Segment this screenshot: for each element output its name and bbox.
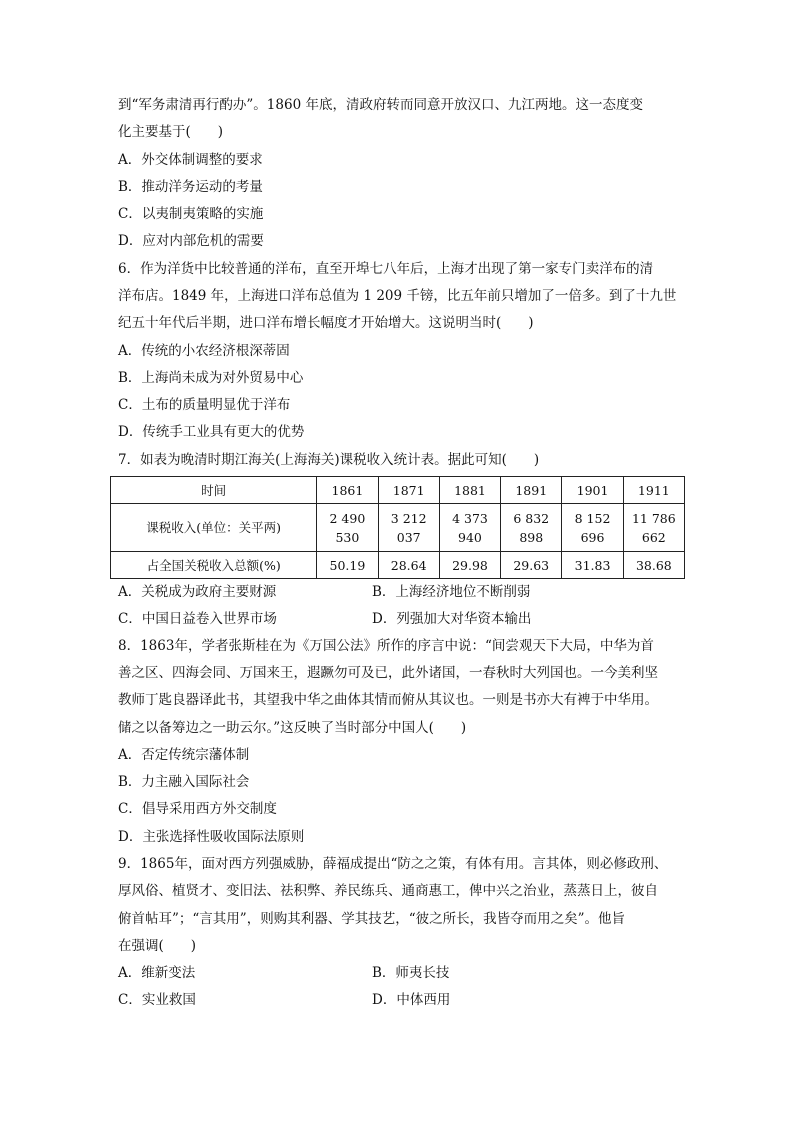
- q6-option-a: A．传统的小农经济根深蒂固: [118, 343, 290, 359]
- q5-option-b: B．推动洋务运动的考量: [118, 179, 263, 195]
- table-revenue-cell: 2 490 530: [317, 504, 378, 552]
- q9-option-a: A．维新变法: [118, 965, 196, 981]
- table-revenue-cell: 8 152 696: [562, 504, 623, 552]
- q9-stem-line-1: 9．1865年，面对西方列强威胁，薛福成提出“防之之策，有体有用。言其体，则必修政刑、: [118, 856, 668, 872]
- q7-stem: 7．如表为晚清时期江海关(上海海关)课税收入统计表。据此可知( ): [118, 452, 540, 468]
- q8-stem-line-4: 储之以备筹边之一助云尔。”这反映了当时部分中国人( ): [118, 720, 467, 736]
- q5-stem-line-1: 到“军务肃清再行酌办”。1860 年底，清政府转而同意开放汉口、九江两地。这一态度变: [118, 97, 643, 113]
- table-revenue-cell: 3 212 037: [378, 504, 439, 552]
- q6-option-d: D．传统手工业具有更大的优势: [118, 424, 305, 440]
- table-share-cell: 29.98: [439, 552, 500, 579]
- table-share-cell: 38.68: [623, 552, 684, 579]
- table-share-cell: 29.63: [501, 552, 562, 579]
- q8-option-a: A．否定传统宗藩体制: [118, 747, 250, 763]
- q5-stem-line-2: 化主要基于( ): [118, 124, 224, 140]
- table-revenue-row: [111, 504, 685, 552]
- table-share-cell: 50.19: [317, 552, 378, 579]
- q9-stem-line-3: 俯首帖耳”；“言其用”，则购其利器、学其技艺，“彼之所长，我皆夺而用之矣”。他旨: [118, 911, 626, 927]
- q7-option-c: C．中国日益卷入世界市场: [118, 611, 277, 627]
- table-year-cell: 1911: [623, 477, 684, 504]
- q8-stem-line-2: 善之区、四海会同、万国来王，遐蹶勿可及已，此外诸国，一春秋时大列国也。一今美利坚: [118, 665, 658, 681]
- table-year-cell: 1861: [317, 477, 378, 504]
- table-year-cell: 1871: [378, 477, 439, 504]
- table-year-cell: 1881: [439, 477, 500, 504]
- q8-option-c: C．倡导采用西方外交制度: [118, 801, 277, 817]
- q9-option-d: D．中体西用: [372, 992, 451, 1008]
- q7-option-b: B．上海经济地位不断削弱: [372, 584, 531, 600]
- q6-option-b: B．上海尚未成为对外贸易中心: [118, 370, 304, 386]
- table-revenue-cell: 6 832 898: [501, 504, 562, 552]
- q5-option-a: A．外交体制调整的要求: [118, 152, 263, 168]
- q8-option-d: D．主张选择性吸收国际法原则: [118, 829, 305, 845]
- q5-option-c: C．以夷制夷策略的实施: [118, 206, 264, 222]
- table-share-label: 占全国关税收入总额(%): [111, 552, 317, 579]
- q6-stem-line-1: 6．作为洋货中比较普通的洋布，直至开埠七八年后，上海才出现了第一家专门卖洋布的清: [118, 261, 654, 277]
- q9-stem-line-4: 在强调( ): [118, 938, 197, 954]
- table-share-row: [111, 552, 685, 579]
- q6-stem-line-2: 洋布店。1849 年，上海进口洋布总值为 1 209 千镑，比五年前只增加了一倍多。到了十九世: [118, 288, 677, 304]
- q5-option-d: D．应对内部危机的需要: [118, 233, 264, 249]
- q9-option-b: B．师夷长技: [372, 965, 450, 981]
- q7-option-a: A．关税成为政府主要财源: [118, 584, 277, 600]
- table-header-row: [111, 477, 685, 504]
- table-share-cell: 31.83: [562, 552, 623, 579]
- q6-stem-line-3: 纪五十年代后半期，进口洋布增长幅度才开始增大。这说明当时( ): [118, 315, 534, 331]
- q7-option-d: D．列强加大对华资本输出: [372, 611, 532, 627]
- customs-revenue-table: [110, 476, 685, 579]
- q8-stem-line-1: 8．1863年，学者张斯桂在为《万国公法》所作的序言中说：“间尝观天下大局，中华为首: [118, 638, 654, 654]
- q8-option-b: B．力主融入国际社会: [118, 774, 250, 790]
- q8-stem-line-3: 教师丁匙良器译此书，其望我中华之曲体其情而俯从其议也。一则是书亦大有裨于中华用。: [118, 692, 658, 708]
- table-revenue-label: 课税收入(单位：关平两): [111, 504, 317, 552]
- table-share-cell: 28.64: [378, 552, 439, 579]
- table-revenue-cell: 4 373 940: [439, 504, 500, 552]
- q6-option-c: C．土布的质量明显优于洋布: [118, 397, 291, 413]
- table-year-cell: 1891: [501, 477, 562, 504]
- table-revenue-cell: 11 786 662: [623, 504, 684, 552]
- table-header-label: 时间: [111, 477, 317, 504]
- q9-stem-line-2: 厚风俗、植贤才、变旧法、祛积弊、养民练兵、通商惠工，俾中兴之治业，蒸蒸日上，彼自: [118, 883, 658, 899]
- q9-option-c: C．实业救国: [118, 992, 196, 1008]
- table-year-cell: 1901: [562, 477, 623, 504]
